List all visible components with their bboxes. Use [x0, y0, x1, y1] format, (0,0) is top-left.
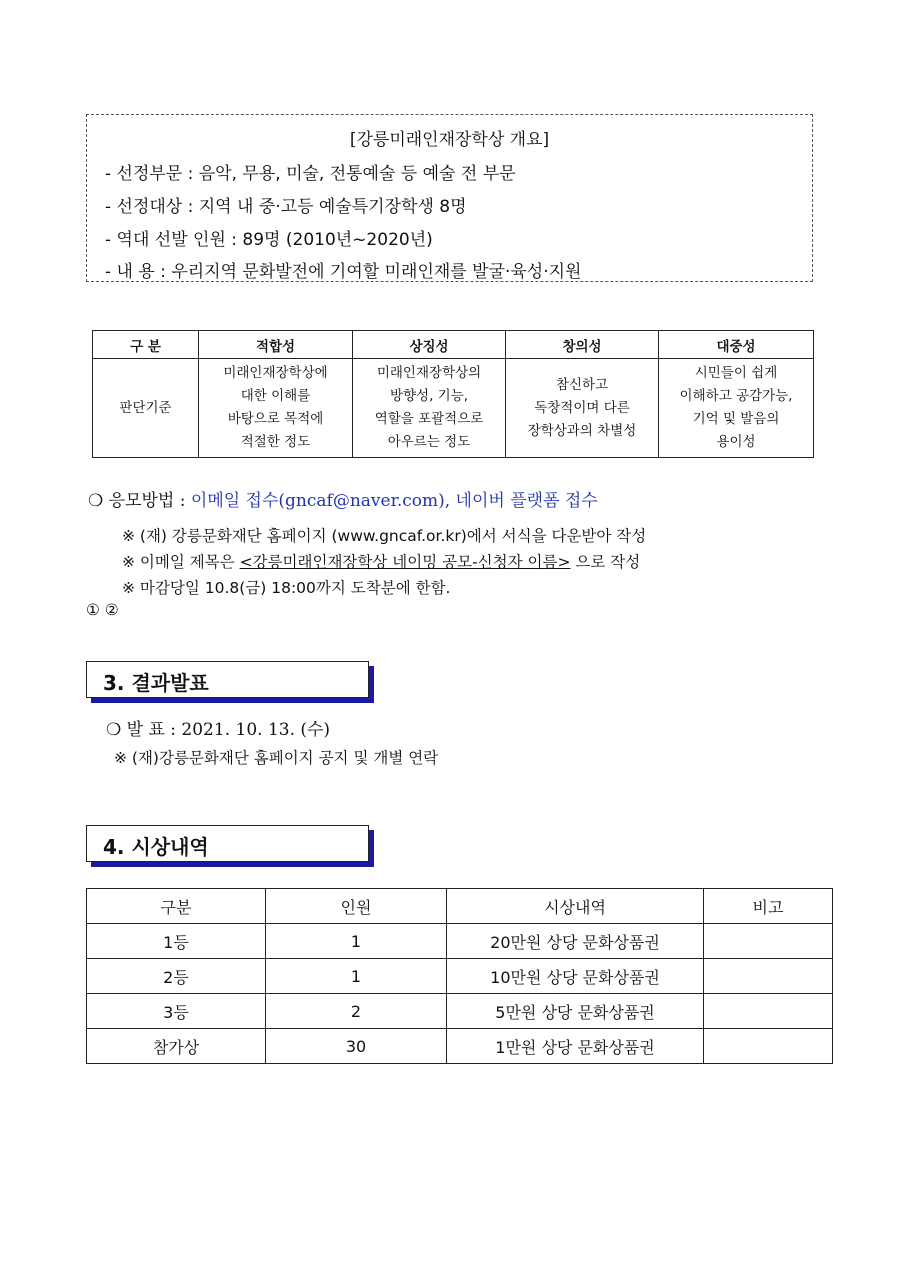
- apply-value: 이메일 접수(gncaf@naver.com), 네이버 플랫폼 접수: [190, 491, 598, 511]
- award-rank: 참가상: [87, 1029, 266, 1064]
- criteria-cell-suitability: [199, 359, 353, 458]
- bullet-icon: ❍: [88, 491, 104, 511]
- award-note: [704, 959, 833, 994]
- table-row: [87, 994, 833, 1029]
- cell-line: 독창적이며 다른: [534, 399, 630, 416]
- table-row: [87, 1029, 833, 1064]
- criteria-table: [92, 330, 814, 458]
- apply-method: [88, 486, 598, 511]
- award-note: [704, 994, 833, 1029]
- award-count: 30: [266, 1029, 447, 1064]
- note-text: ※ 마감당일 10.8(금) 18:00까지 도착분에 한함.: [122, 579, 451, 597]
- section-title: 4. 시상내역: [103, 835, 209, 859]
- cell-line: 기억 및 발음의: [692, 411, 780, 427]
- apply-note: [122, 550, 640, 572]
- cell-line: 방향성, 기능,: [389, 388, 469, 404]
- cell-line: 시민들이 쉽게: [694, 365, 778, 381]
- criteria-body-row: [93, 359, 814, 458]
- overview-box: [86, 114, 813, 282]
- award-prize: 1만원 상당 문화상품권: [447, 1029, 704, 1064]
- apply-label: 응모방법 :: [108, 491, 191, 511]
- overview-line-section: - 선정부문 : 음악, 무용, 미술, 전통예술 등 예술 전 부문: [105, 164, 516, 184]
- table-row: [87, 924, 833, 959]
- announce-date: ❍ 발 표 : 2021. 10. 13. (수): [106, 720, 331, 740]
- criteria-cell-creativity: [506, 359, 659, 458]
- criteria-row-label: 판단기준: [93, 359, 199, 458]
- note-text: ※ 이메일 제목은: [122, 553, 240, 571]
- overview-line-history: - 역대 선발 인원 : 89명 (2010년~2020년): [105, 230, 433, 250]
- cell-line: 아우르는 정도: [387, 434, 471, 450]
- award-prize: 20만원 상당 문화상품권: [447, 924, 704, 959]
- criteria-header-row: [93, 331, 814, 359]
- cell-line: 역할을 포괄적으로: [374, 411, 484, 427]
- cell-line: 이해하고 공감가능,: [679, 388, 793, 404]
- section-header-results: [86, 661, 369, 698]
- award-count: 2: [266, 994, 447, 1029]
- award-prize: 5만원 상당 문화상품권: [447, 994, 704, 1029]
- overview-title: [강릉미래인재장학상 개요]: [349, 130, 550, 150]
- award-rank: 2등: [87, 959, 266, 994]
- award-note: [704, 1029, 833, 1064]
- awards-table: [86, 888, 833, 1064]
- cell-line: 바탕으로 목적에: [227, 411, 324, 427]
- award-count: 1: [266, 924, 447, 959]
- note-text: 으로 작성: [570, 553, 641, 571]
- apply-note: [122, 576, 450, 598]
- cell-line: 장학상과의 차별성: [527, 422, 637, 439]
- award-rank: 1등: [87, 924, 266, 959]
- criteria-header: 적합성: [199, 331, 353, 359]
- announce-note: ※ (재)강릉문화재단 홈페이지 공지 및 개별 연락: [114, 749, 439, 767]
- criteria-header: 상징성: [353, 331, 506, 359]
- circled-numbers: ① ②: [86, 601, 119, 619]
- cell-line: 참신하고: [555, 376, 609, 393]
- apply-note: [122, 524, 646, 546]
- section-header-awards: [86, 825, 369, 862]
- note-underlined: <강릉미래인재장학상 네이밍 공모-신청자 이름>: [239, 553, 571, 571]
- note-text: ※ (재) 강릉문화재단 홈페이지 (www.gncaf.or.kr)에서 서식을 다운받아 작성: [122, 527, 647, 545]
- overview-line-target: - 선정대상 : 지역 내 중·고등 예술특기장학생 8명: [105, 197, 467, 217]
- awards-header-row: [87, 889, 833, 924]
- award-count: 1: [266, 959, 447, 994]
- table-row: [87, 959, 833, 994]
- cell-line: 미래인재장학상의: [376, 365, 482, 381]
- criteria-cell-symbolism: [353, 359, 506, 458]
- section-title: 3. 결과발표: [103, 671, 209, 695]
- cell-line: 대한 이해를: [240, 388, 311, 404]
- cell-line: 적절한 정도: [240, 434, 311, 450]
- award-rank: 3등: [87, 994, 266, 1029]
- cell-line: 용이성: [716, 434, 756, 450]
- award-prize: 10만원 상당 문화상품권: [447, 959, 704, 994]
- criteria-header: 창의성: [506, 331, 659, 359]
- awards-header: 시상내역: [447, 889, 704, 924]
- awards-header: 비고: [704, 889, 833, 924]
- criteria-header: 대중성: [659, 331, 814, 359]
- awards-header: 구분: [87, 889, 266, 924]
- criteria-cell-popularity: [659, 359, 814, 458]
- award-note: [704, 924, 833, 959]
- overview-line-content: - 내 용 : 우리지역 문화발전에 기여할 미래인재를 발굴·육성·지원: [105, 262, 582, 282]
- awards-header: 인원: [266, 889, 447, 924]
- cell-line: 미래인재장학상에: [223, 365, 328, 381]
- criteria-header: 구 분: [93, 331, 199, 359]
